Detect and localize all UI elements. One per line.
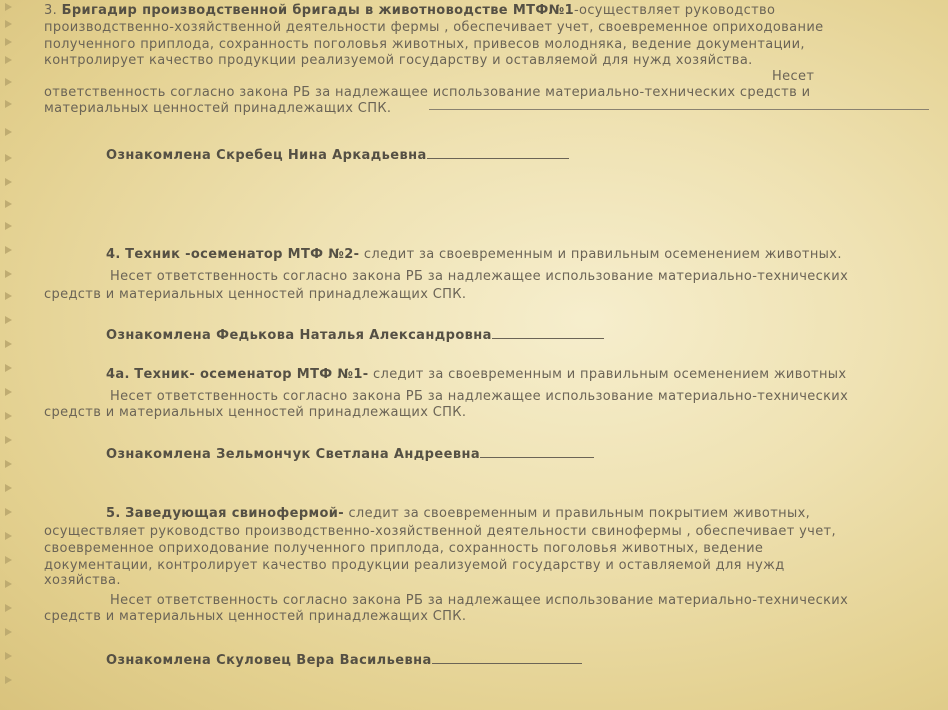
section-4-line-1 <box>106 247 842 262</box>
section-3-signature-text: Ознакомлена Скребец Нина Аркадьевна <box>106 148 427 163</box>
bullet-marker <box>5 460 12 468</box>
section-3-number: 3. <box>44 3 58 18</box>
section-3-line-2: производственно-хозяйственной деятельности фермы , обеспечивает учет, своевременное оприходование <box>44 20 824 35</box>
bullet-marker <box>5 364 12 372</box>
bullet-marker <box>5 100 12 108</box>
section-3-line-3: полученного приплода, сохранность поголовья животных, привесов молодняка, ведение документации, <box>44 37 805 52</box>
bullet-marker <box>5 676 12 684</box>
bullet-marker <box>5 222 12 230</box>
bullet-marker <box>5 270 12 278</box>
section-4-title: Техник -осеменатор МТФ №2- <box>125 247 360 262</box>
bullet-column <box>0 0 22 710</box>
section-4a-line-2: Несет ответственность согласно закона РБ за надлежащее использование материально-технических <box>110 389 849 404</box>
section-3-line-1 <box>44 3 775 18</box>
section-4-line-3: средств и материальных ценностей принадлежащих СПК. <box>44 287 467 302</box>
section-3-text: -осуществляет руководство <box>573 3 776 18</box>
section-4-line-2: Несет ответственность согласно закона РБ за надлежащее использование материально-технических <box>110 269 849 284</box>
section-4a-signature <box>106 445 594 462</box>
section-4a-number: 4а. <box>106 367 130 382</box>
bullet-marker <box>5 412 12 420</box>
section-5-line-2: осуществляет руководство производственно-хозяйственной деятельности свинофермы , обеспечивает учет, <box>44 524 836 539</box>
section-4-text: следит за своевременным и правильным осеменением животных. <box>363 247 842 262</box>
bullet-marker <box>5 200 12 208</box>
bullet-marker <box>5 556 12 564</box>
bullet-marker <box>5 628 12 636</box>
section-5-signature-text: Ознакомлена Скуловец Вера Васильевна <box>106 653 432 668</box>
divider-line <box>429 109 929 110</box>
bullet-marker <box>5 38 12 46</box>
section-4-signature <box>106 326 604 343</box>
signature-blank <box>432 651 582 664</box>
bullet-marker <box>5 20 12 28</box>
bullet-marker <box>5 604 12 612</box>
section-5-signature <box>106 651 582 668</box>
bullet-marker <box>5 340 12 348</box>
section-4a-signature-text: Ознакомлена Зельмончук Светлана Андреевна <box>106 447 480 462</box>
bullet-marker <box>5 178 12 186</box>
section-4a-text: следит за своевременным и правильным осеменением животных <box>373 367 847 382</box>
section-5-line-3: своевременное оприходование полученного приплода, сохранность поголовья животных, ведение <box>44 541 764 556</box>
bullet-marker <box>5 532 12 540</box>
bullet-marker <box>5 3 12 11</box>
bullet-marker <box>5 436 12 444</box>
signature-blank <box>427 146 569 159</box>
section-5-line-6: Несет ответственность согласно закона РБ за надлежащее использование материально-технических <box>110 593 849 608</box>
bullet-marker <box>5 316 12 324</box>
section-5-line-7: средств и материальных ценностей принадлежащих СПК. <box>44 609 467 624</box>
section-5-title: Заведующая свинофермой- <box>125 506 344 521</box>
section-3-line-5: Несет <box>772 69 815 84</box>
bullet-marker <box>5 78 12 86</box>
bullet-marker <box>5 508 12 516</box>
section-3-title: Бригадир производственной бригады в животноводстве МТФ№1 <box>61 3 574 18</box>
section-4a-line-1 <box>106 367 846 382</box>
bullet-marker <box>5 388 12 396</box>
section-3-line-6: ответственность согласно закона РБ за надлежащее использование материально-технических средств и <box>44 85 811 100</box>
section-5-number: 5. <box>106 506 121 521</box>
section-3-line-7: материальных ценностей принадлежащих СПК. <box>44 101 392 116</box>
bullet-marker <box>5 56 12 64</box>
bullet-marker <box>5 292 12 300</box>
section-5-line-1 <box>106 506 810 521</box>
section-4-signature-text: Ознакомлена Федькова Наталья Александровна <box>106 328 492 343</box>
signature-blank <box>480 445 594 458</box>
bullet-marker <box>5 128 12 136</box>
bullet-marker <box>5 484 12 492</box>
signature-blank <box>492 326 604 339</box>
section-3-line-4: контролирует качество продукции реализуемой государству и оставляемой для нужд хозяйства. <box>44 53 753 68</box>
section-4a-title: Техник- осеменатор МТФ №1- <box>134 367 369 382</box>
bullet-marker <box>5 580 12 588</box>
section-5-line-4: документации, контролирует качество продукции реализуемой государству и оставляемой для нужд <box>44 558 785 573</box>
section-4-number: 4. <box>106 247 121 262</box>
bullet-marker <box>5 246 12 254</box>
section-5-line-5: хозяйства. <box>44 573 121 588</box>
bullet-marker <box>5 652 12 660</box>
section-3-signature <box>106 146 569 163</box>
section-5-text: следит за своевременным и правильным покрытием животных, <box>348 506 811 521</box>
section-4a-line-3: средств и материальных ценностей принадлежащих СПК. <box>44 405 467 420</box>
bullet-marker <box>5 154 12 162</box>
